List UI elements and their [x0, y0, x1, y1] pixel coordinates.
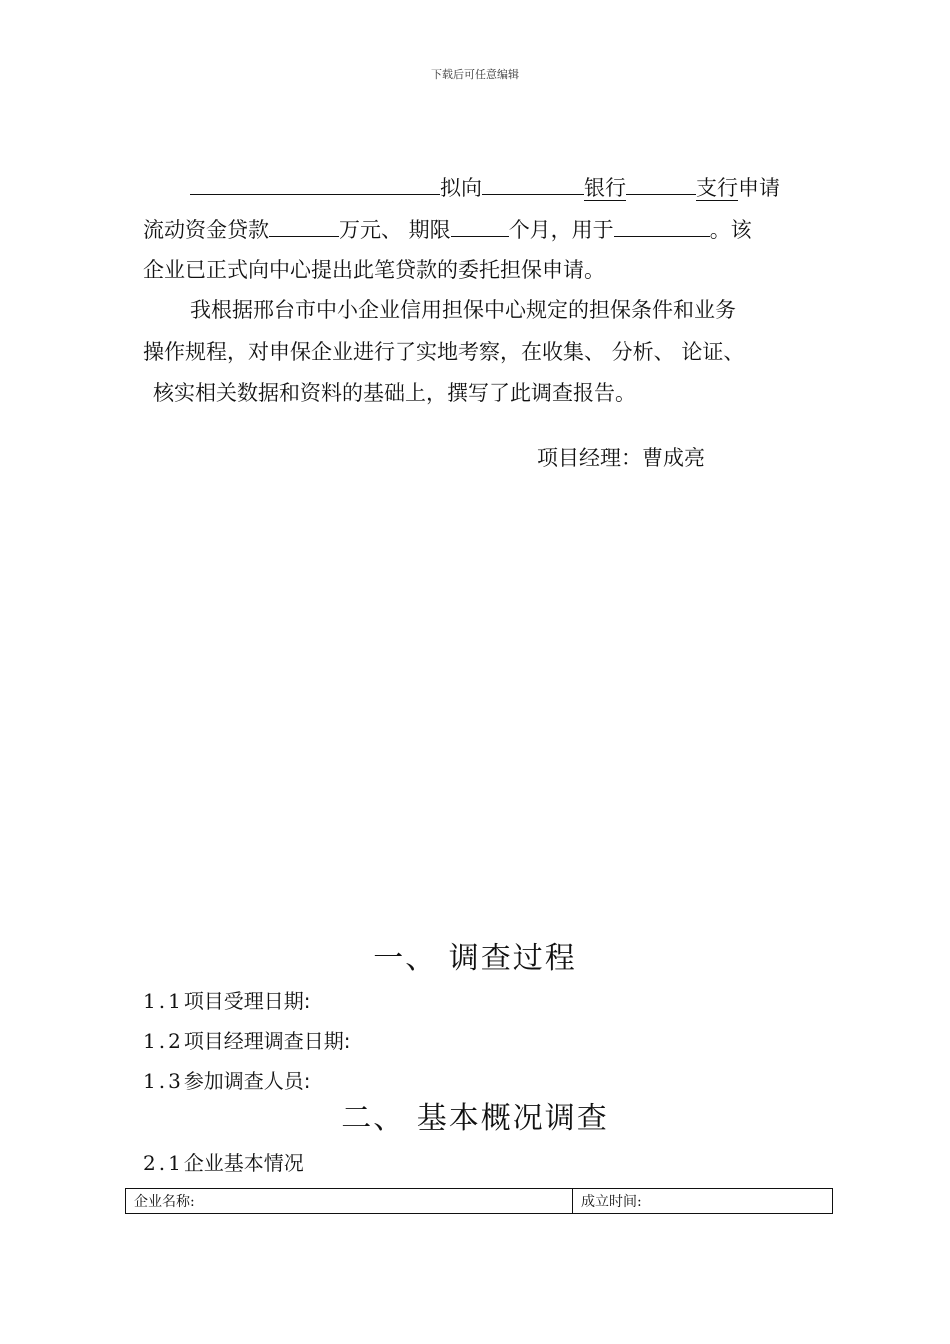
table-row — [126, 1189, 833, 1214]
header-note: 下载后可任意编辑 — [431, 68, 519, 81]
para1-text: 申请 — [738, 176, 780, 200]
para1-line2 — [143, 214, 752, 244]
bank-label: 银行 — [584, 176, 626, 200]
item-number: 1.1 — [143, 989, 184, 1013]
branch-blank — [626, 172, 696, 195]
amount-blank — [269, 214, 339, 237]
established-cell: 成立时间: — [573, 1189, 833, 1214]
item-number: 2.1 — [143, 1151, 184, 1175]
company-info-table — [125, 1188, 833, 1214]
bank-blank — [482, 172, 584, 195]
section1-item — [143, 988, 311, 1014]
para1-text: 流动资金贷款 — [143, 218, 269, 242]
section1-title: 一、 调查过程 — [373, 941, 577, 976]
section1-item — [143, 1028, 351, 1054]
item-label: 项目经理调查日期: — [183, 1029, 351, 1053]
para1-line1 — [190, 172, 780, 202]
company-name-cell: 企业名称: — [126, 1189, 573, 1214]
signature: 项目经理：曹成亮 — [537, 446, 705, 470]
para1-line3: 企业已正式向中心提出此笔贷款的委托担保申请。 — [143, 258, 605, 282]
applicant-blank — [190, 172, 440, 195]
section1-item — [143, 1068, 311, 1094]
item-label: 参加调查人员: — [183, 1069, 311, 1093]
para1-text: 。该 — [709, 218, 752, 242]
section2-title: 二、 基本概况调查 — [341, 1101, 609, 1136]
para2-line2: 操作规程，对申保企业进行了实地考察，在收集、 分析、 论证、 — [143, 340, 745, 364]
section2-sub — [143, 1150, 304, 1176]
branch-label: 支行 — [696, 176, 738, 200]
item-label: 企业基本情况 — [183, 1151, 304, 1175]
item-label: 项目受理日期: — [183, 989, 311, 1013]
para1-text: 个月，用于 — [508, 218, 614, 242]
term-blank — [451, 214, 509, 237]
item-number: 1.2 — [143, 1029, 184, 1053]
para2-line3: 核实相关数据和资料的基础上，撰写了此调查报告。 — [153, 381, 636, 405]
purpose-blank — [614, 214, 710, 237]
para2-line1: 我根据邢台市中小企业信用担保中心规定的担保条件和业务 — [190, 298, 736, 322]
item-number: 1.3 — [143, 1069, 184, 1093]
para1-text: 拟向 — [440, 176, 482, 200]
para1-text: 万元、 期限 — [339, 218, 451, 242]
